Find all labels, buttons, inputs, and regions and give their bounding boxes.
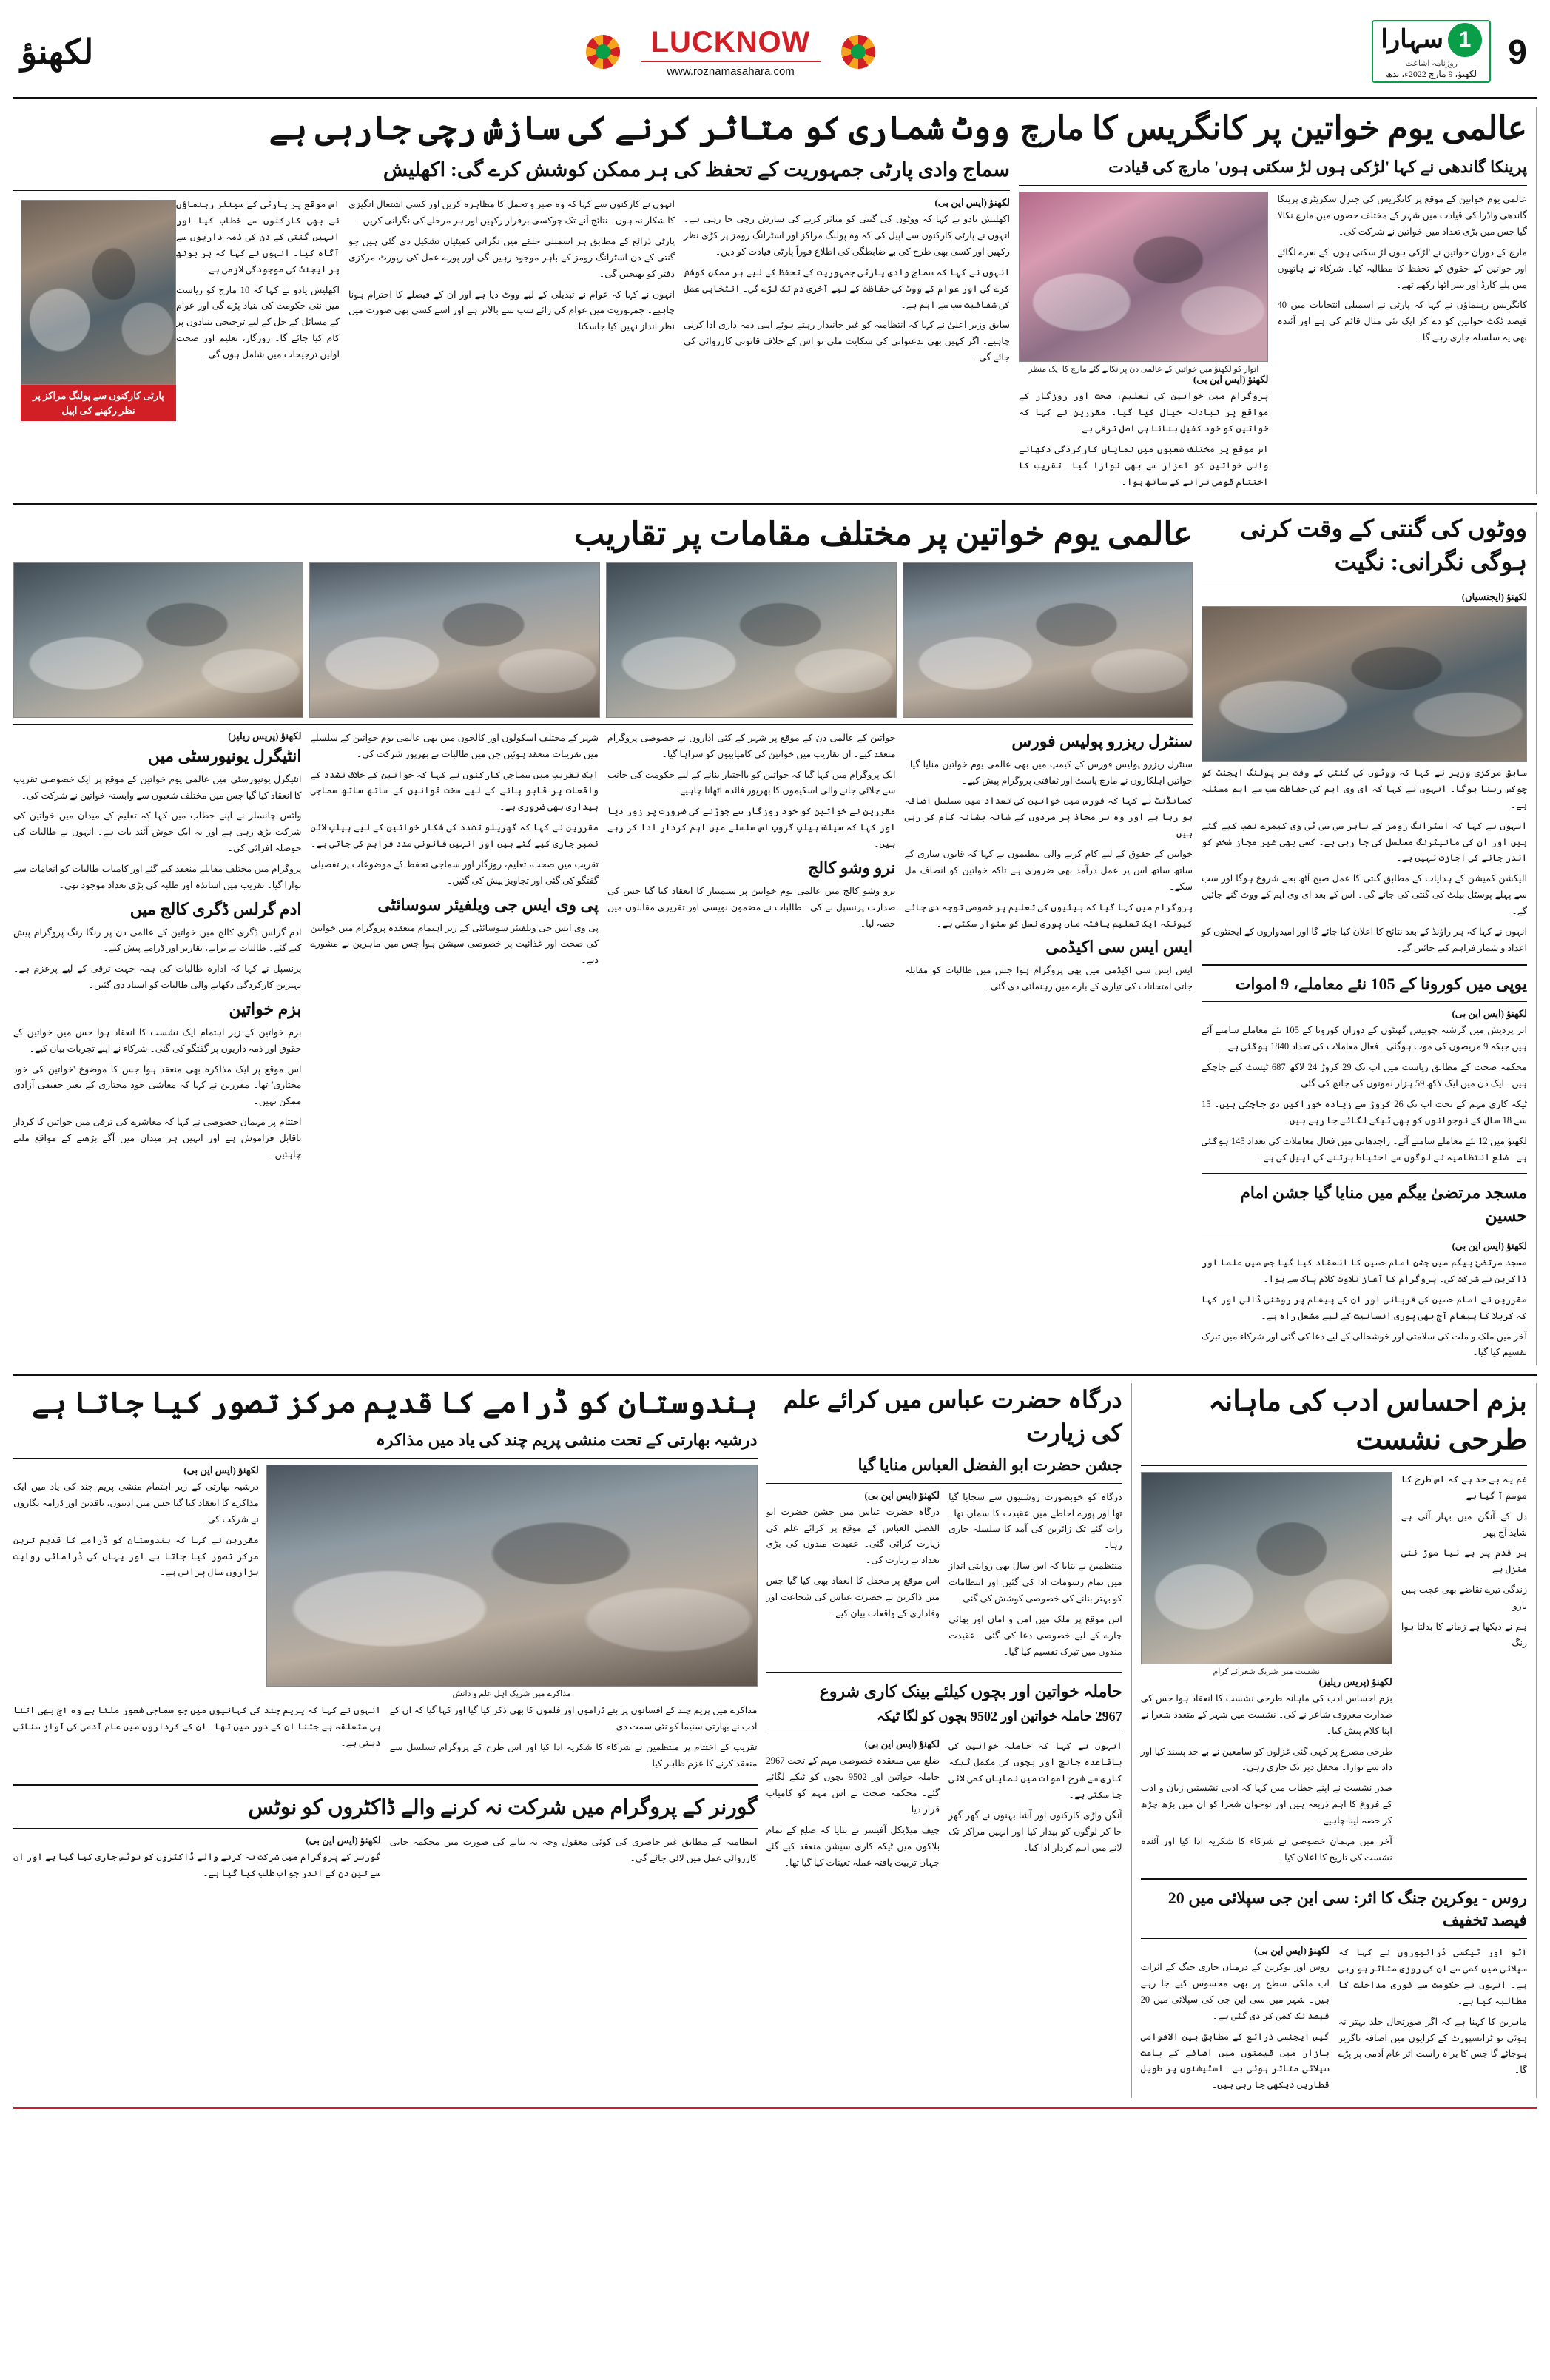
lead-headline: ووٹ شماری کو متاثر کرنے کی سازش رچی جارہی ہے: [269, 110, 1010, 147]
womens-day-photo: [903, 562, 1193, 718]
russia-col-b: [1141, 1945, 1330, 2098]
bazm-photo-caption: نشست میں شریک شعرائے کرام: [1213, 1667, 1321, 1676]
lead-para: سابق وزیر اعلیٰ نے کہا کہ انتظامیہ کو غیر جانبدار رہتے ہوئے اپنی ذمہ داری ادا کرنی چاہیے۔ اگر کہیں بھی بدعنوانی کی شکایت ملی تو اس کے خلاف قانونی کارروائی کی جائے گی۔: [683, 320, 1010, 363]
march-text-col-b: [1019, 192, 1269, 494]
womens-day-para: خواتین کے عالمی دن کے موقع پر شہر کے کئی اداروں نے خصوصی پروگرام منعقد کیے۔ ان تقاریب میں خواتین کی کامیابیوں کو سراہا گیا۔: [607, 732, 896, 759]
bazm-headline: بزم احساس ادب کی ماہانہ طرحی نشست: [1208, 1386, 1527, 1456]
covid-para: محکمہ صحت کے مطابق ریاست میں اب تک 29 کروڑ 24 لاکھ 687 ٹیسٹ کیے جاچکے ہیں۔ ایک دن میں ایک لاکھ 59 ہزار نمونوں کی جانچ کی گئی۔: [1202, 1062, 1528, 1089]
pregnant-para: آنگن واڑی کارکنوں اور آشا بہنوں نے گھر گھر جا کر لوگوں کو بیدار کیا اور انہیں مراکز تک لانے میں اہم کردار ادا کیا۔: [948, 1809, 1122, 1853]
lead-para: انہوں نے کہا کہ عوام نے تبدیلی کے لیے ووٹ دیا ہے اور ان کے فیصلے کا احترام ہونا چاہیے۔ جمہوریت میں عوام کی رائے سب سے بالاتر ہے اور اسے کسی بھی صورت میں نظر انداز نہیں کیا جاسکتا۔: [348, 289, 675, 332]
edition-date: لکھنؤ، 9 مارچ 2022ء، بدھ: [1386, 69, 1477, 79]
vote-count-para: انہوں نے کہا کہ اسٹرانگ رومز کے باہر سی سی ٹی وی کیمرے نصب کیے گئے ہیں اور ان کی مانیٹرنگ مسلسل کی جا رہی ہے۔ کسی بھی غیر مجاز شخص کو اندر جانے کی اجازت نہیں ہے۔: [1202, 820, 1527, 864]
premchand-text-block: [13, 1465, 259, 1698]
premchand-col-a: [390, 1703, 758, 1777]
dargah-para: منتظمین نے بتایا کہ اس سال بھی روایتی انداز میں تمام رسومات ادا کی گئیں اور انتظامات کو بہتر بنانے کی خصوصی کوشش کی گئی۔: [948, 1561, 1122, 1604]
pregnant-para: انہوں نے کہا کہ حاملہ خواتین کی باقاعدہ جانچ اور بچوں کی مکمل ٹیکہ کاری سے شرح اموات میں نمایاں کمی لائی جا سکتی ہے۔: [948, 1741, 1122, 1801]
crpf-subhead: سنٹرل ریزرو پولیس فورس: [1011, 731, 1193, 750]
womens-day-para: ایس ایس سی اکیڈمی میں بھی پروگرام ہوا جس میں طالبات کو مقابلہ جاتی امتحانات کی تیاری کے بارے میں رہنمائی دی گئی۔: [904, 965, 1193, 992]
march-subhead: پرینکا گاندھی نے کہا 'لڑکی ہوں لڑ سکتی ہوں' مارچ کی قیادت: [1108, 158, 1527, 177]
premchand-col-b: [13, 1703, 381, 1777]
russia-col-a: [1338, 1945, 1527, 2098]
lead-subhead: سماج وادی پارٹی جمہوریت کے تحفظ کی ہر ممکن کوشش کرے گی: اکھلیش: [383, 158, 1010, 181]
womens-day-photo: [13, 562, 304, 718]
premchand-para: مقررین نے کہا کہ ہندوستان کو ڈرامے کا قدیم ترین مرکز تصور کیا جاتا ہے اور یہاں کی ڈرامائی روایت ہزاروں سال پرانی ہے۔: [13, 1534, 259, 1578]
march-text-col-a: [1277, 192, 1527, 494]
doctors-dateline: لکھنؤ (ایس این بی): [306, 1834, 381, 1846]
dargah-para: اس موقع پر ملک میں امن و امان اور بھائی چارے کے لیے خصوصی دعا کی گئی۔ عقیدت مندوں میں تبرک تقسیم کیا گیا۔: [948, 1613, 1122, 1657]
bazm-verse: زندگی تیرے تقاضے بھی عجب ہیں یارو: [1401, 1584, 1527, 1612]
womens-day-para: سنٹرل ریزرو پولیس فورس کے کیمپ میں بھی عالمی یوم خواتین منایا گیا۔ خواتین اہلکاروں نے مارچ پاسٹ اور ثقافتی پروگرام پیش کیے۔: [904, 759, 1193, 786]
story-premchand: [13, 1383, 758, 2098]
lead-para: اکھلیش یادو نے کہا کہ 10 مارچ کو ریاست میں نئی حکومت کی بنیاد پڑے گی اور عوام کے مسائل کے حل کے لیے ترجیحی بنیادوں پر کام کیا جائے گا۔ روزگار، تعلیم اور صحت اولین ترجیحات میں شامل ہوں گی۔: [176, 284, 340, 360]
bottom-red-rule: [13, 2107, 1537, 2109]
lead-para: اس موقع پر پارٹی کے سینئر رہنماؤں نے بھی کارکنوں سے خطاب کیا اور انہیں گنتی کے دن کی ذمہ داریوں سے آگاہ کیا۔ انہوں نے کہا کہ ہر بوتھ پر ایجنٹ کی موجودگی لازمی ہے۔: [176, 199, 340, 275]
premchand-para: درشیہ بھارتی کے زیر اہتمام منشی پریم چند کی یاد میں ایک مذاکرے کا انعقاد کیا گیا جس میں ادیبوں، ناقدین اور ڈرامہ نگاروں نے شرکت کی۔: [13, 1482, 259, 1525]
logo-subtitle: روزنامہ اشاعت: [1405, 59, 1458, 68]
russia-headline: روس - یوکرین جنگ کا اثر: سی این جی سپلائی میں 20 فیصد تخفیف: [1167, 1888, 1527, 1930]
womens-day-col-1: [13, 730, 302, 1168]
bazm-col-b: [1141, 1472, 1392, 1871]
womens-day-col-4: [905, 730, 1193, 1168]
lead-col-3: [13, 197, 340, 426]
story-dargah: [766, 1383, 1132, 2098]
womens-day-para: بزم خواتین کے زیر اہتمام ایک نشست کا انعقاد ہوا جس میں خواتین کے حقوق اور ذمہ داریوں پر گفتگو کی گئی۔ شرکاء نے اپنے تجربات بیان کیے۔: [13, 1026, 302, 1054]
bazm-para: بزم احساس ادب کی ماہانہ طرحی نشست کا انعقاد ہوا جس کی صدارت معروف شاعر نے کی۔ نشست میں شہر کے متعدد شعرا نے اپنا کلام پیش کیا۔: [1140, 1692, 1392, 1736]
bazm-verse: غم یہ بے حد ہے کہ اس طرح کا موسم آ گیا ہے: [1401, 1473, 1527, 1501]
march-para: اس موقع پر مختلف شعبوں میں نمایاں کارکردگی دکھانے والی خواتین کو اعزاز سے بھی نوازا گیا۔ تقریب کا اختتام قومی ترانے کے ساتھ ہوا۔: [1018, 443, 1269, 487]
womens-day-para: ادم گرلس ڈگری کالج میں خواتین کے عالمی دن پر رنگا رنگ پروگرام پیش کیے گئے۔ طالبات نے ترانے، تقاریر اور ڈرامے پیش کیے۔: [13, 927, 302, 954]
nirvu-subhead: نرو وشو کالج: [808, 858, 896, 877]
dargah-subhead: جشن حضرت ابو الفضل العباس منایا گیا: [857, 1455, 1122, 1474]
womens-day-photo: [606, 562, 897, 718]
masjid-para: مقررین نے امام حسین کی قربانی اور ان کے پیغام پر روشنی ڈالی اور کہا کہ کربلا کا پیغام آج بھی پوری انسانیت کے لیے مشعل راہ ہے۔: [1202, 1294, 1527, 1321]
womens-day-photo: [309, 562, 600, 718]
womens-day-para: شہر کے مختلف اسکولوں اور کالجوں میں بھی عالمی یوم خواتین کے سلسلے میں تقریبات منعقد ہوئیں جن میں طالبات نے بھرپور شرکت کی۔: [310, 732, 599, 759]
adam-college-subhead: ادم گرلس ڈگری کالج میں: [129, 899, 302, 918]
dargah-col-b: [766, 1490, 940, 1665]
womens-day-para: وائس چانسلر نے اپنے خطاب میں کہا کہ تعلیم کے میدان میں خواتین کی شرکت بڑھ رہی ہے اور یہ ایک خوش آئند بات ہے۔ انہوں نے طالبات کی حوصلہ افزائی کی۔: [13, 810, 302, 854]
premchand-photo: [266, 1465, 758, 1687]
doctors-para: انتظامیہ کے مطابق غیر حاضری کی کوئی معقول وجہ نہ بتانے کی صورت میں محکمہ جاتی کارروائی عمل میں لائی جائے گی۔: [389, 1836, 758, 1863]
womens-day-para: کمانڈنٹ نے کہا کہ فورس میں خواتین کی تعداد میں مسلسل اضافہ ہو رہا ہے اور وہ ہر محاذ پر مردوں کے شانہ بشانہ کام کر رہی ہیں۔: [904, 796, 1193, 839]
vote-count-para: سابق مرکزی وزیر نے کہا کہ ووٹوں کی گنتی کے وقت ہر پولنگ ایجنٹ کو چوکس رہنا ہوگا۔ انہوں نے کہا کہ ای وی ایم کی حفاظت سب سے اہم مسئلہ ہے۔: [1202, 767, 1527, 810]
logo-mark-icon: 1: [1448, 23, 1482, 57]
march-photo-caption: اتوار کو لکھنؤ میں خواتین کے عالمی دن پر نکالے گئے مارچ کا ایک منظر: [1028, 365, 1259, 374]
lead-dateline: لکھنؤ (ایس این بی): [934, 197, 1010, 209]
premchand-subhead: درشیہ بھارتی کے تحت منشی پریم چند کی یاد میں مذاکرہ: [376, 1431, 758, 1450]
akhilesh-portrait-block: [21, 200, 176, 421]
covid-headline: یوپی میں کورونا کے 105 نئے معاملے، 9 اموات: [1235, 974, 1527, 993]
dargah-para: درگاہ حضرت عباس میں جشن حضرت ابو الفضل العباس کے موقع پر کرائے علم کی زیارت کرائی گئی۔ عقیدت مندوں کی بڑی تعداد نے زیارت کی۔: [766, 1506, 940, 1566]
masthead-center: [235, 26, 1226, 78]
story-bazm-adab: [1141, 1383, 1537, 2098]
covid-para: ٹیکہ کاری مہم کے تحت اب تک 26 کروڑ سے زیادہ خوراکیں دی جاچکی ہیں۔ 15 سے 18 سال کے نوجوانوں کو بھی ٹیکے لگائے جا رہے ہیں۔: [1202, 1098, 1527, 1126]
story-womens-day: [13, 512, 1193, 1365]
bazm-verse: دل کے آنگن میں بہار آئی ہے شاید آج پھر: [1401, 1510, 1527, 1538]
city-banner: [641, 26, 821, 78]
premchand-photo-block: [266, 1465, 758, 1698]
publication-logo: [1372, 20, 1491, 83]
womens-day-para: پروگرام میں مختلف مقابلے منعقد کیے گئے اور کامیاب طالبات کو انعامات سے نوازا گیا۔ تقریب میں اساتذہ اور طلبہ کی بڑی تعداد موجود تھی۔: [13, 864, 302, 890]
russia-para: آٹو اور ٹیکسی ڈرائیوروں نے کہا کہ سپلائی میں کمی سے ان کی روزی متاثر ہو رہی ہے۔ انہوں نے حکومت سے فوری مداخلت کا مطالبہ کیا ہے۔: [1338, 1947, 1527, 2006]
band-bottom: [13, 1376, 1537, 2118]
portrait-caption: پارٹی کارکنوں سے پولنگ مراکز پر نظر رکھنے کی اپیل: [21, 385, 176, 421]
womens-day-para: ایک تقریب میں سماجی کارکنوں نے کہا کہ خواتین کے خلاف تشدد کے واقعات پر قابو پانے کے لیے سخت قوانین کے ساتھ ساتھ سماجی بیداری بھی ضروری ہے۔: [310, 769, 599, 813]
womens-day-para: انٹیگرل یونیورسٹی میں عالمی یوم خواتین کے موقع پر ایک خصوصی تقریب کا انعقاد کیا گیا جس میں مختلف شعبوں سے وابستہ خواتین نے شرکت کی۔: [13, 773, 302, 801]
masjid-para: آخر میں ملک و ملت کی سلامتی اور خوشحالی کے لیے دعا کی گئی اور شرکاء میں تبرک تقسیم کیا گیا۔: [1202, 1331, 1527, 1358]
page-number: 9: [1508, 32, 1527, 71]
rosette-icon: [586, 35, 620, 69]
lead-col-2: [348, 197, 675, 426]
rosette-icon: [841, 35, 875, 69]
pvsg-subhead: پی وی ایس جی ویلفیئر سوسائٹی: [377, 895, 599, 914]
akhilesh-portrait: [21, 200, 176, 385]
premchand-headline: ہندوستان کو ڈرامے کا قدیم مرکز تصور کیا جاتا ہے: [31, 1386, 758, 1420]
march-para: مارچ کے دوران خواتین نے 'لڑکی ہوں لڑ سکتی ہوں' کے نعرے لگائے اور خواتین کے حقوق کے تحفظ کا مطالبہ کیا۔ شرکاء نے ہاتھوں میں پلے کارڈ اور بینر اٹھا رکھے تھے۔: [1277, 246, 1527, 290]
lead-para: اکھلیش یادو نے کہا کہ ووٹوں کی گنتی کو متاثر کرنے کی سازش رچی جا رہی ہے۔ انہوں نے پارٹی کارکنوں سے اپیل کی کہ وہ پولنگ مراکز اور اسٹرانگ رومز پر کڑی نظر رکھیں اور کسی بھی طرح کی بے ضابطگی کی اطلاع فوراً پارٹی قیادت کو دیں۔: [683, 214, 1010, 257]
march-para: پروگرام میں خواتین کی تعلیم، صحت اور روزگار کے مواقع پر تبادلہ خیال کیا گیا۔ مقررین نے کہا کہ خواتین کو خود کفیل بنانا ہی اصل ترقی ہے۔: [1018, 391, 1269, 434]
bazm-khawateen-subhead: بزم خواتین: [229, 1000, 302, 1019]
city-name-en: LUCKNOW: [641, 26, 821, 62]
bazm-verse: ہر قدم پر ہے نیا موڑ نئی منزل ہے: [1401, 1547, 1527, 1575]
premchand-photo-caption: مذاکرے میں شریک اہل علم و دانش: [452, 1690, 571, 1699]
story-womens-march: [1019, 107, 1537, 494]
vote-count-dateline: لکھنؤ (ایجنسیاں): [1461, 591, 1527, 603]
ssc-subhead: ایس ایس سی اکیڈمی: [1045, 938, 1193, 957]
march-para: کانگریس رہنماؤں نے کہا کہ پارٹی نے اسمبلی انتخابات میں 40 فیصد ٹکٹ خواتین کو دے کر ایک نئی مثال قائم کی ہے اور آئندہ بھی یہ سلسلہ جاری رہے گا۔: [1277, 300, 1527, 343]
russia-dateline: لکھنؤ (ایس این بی): [1254, 1945, 1330, 1957]
masthead-left: [1226, 20, 1537, 83]
bazm-para: صدر نشست نے اپنے خطاب میں کہا کہ ادبی نشستیں زبان و ادب کے فروغ کا اہم ذریعہ ہیں اور نوجوان شعرا کو ان میں بڑھ چڑھ کر حصہ لینا چاہیے۔: [1140, 1783, 1392, 1826]
premchand-para: مذاکرے میں پریم چند کے افسانوں پر بنے ڈراموں اور فلموں کا بھی ذکر کیا گیا اور کہا گیا کہ ان کے ادب نے بھارتی سنیما کو نئی سمت دی۔: [389, 1705, 758, 1732]
dargah-para: درگاہ کو خوبصورت روشنیوں سے سجایا گیا تھا اور پورے احاطے میں عقیدت کا سماں تھا۔ رات گئے تک زائرین کی آمد کا سلسلہ جاری رہا۔: [948, 1491, 1122, 1551]
womens-day-para: نرو وشو کالج میں عالمی یوم خواتین پر سیمینار کا انعقاد کیا گیا جس کی صدارت پرنسپل نے کی۔ طالبات نے مضمون نویسی اور تقریری مقابلوں میں حصہ لیا۔: [607, 885, 896, 929]
womens-day-para: اس موقع پر ایک مذاکرہ بھی منعقد ہوا جس کا موضوع 'خواتین کی خود مختاری' تھا۔ مقررین نے کہا کہ معاشی خود مختاری کے بغیر حقیقی آزادی ممکن نہیں۔: [13, 1063, 302, 1107]
covid-para: اتر پردیش میں گزشتہ چوبیس گھنٹوں کے دوران کورونا کے 105 نئے معاملے سامنے آئے ہیں جبکہ 9 مریضوں کی موت ہوگئی۔ فعال معاملات کی تعداد 1840 ہوگئی ہے۔: [1202, 1025, 1527, 1052]
vote-count-headline: ووٹوں کی گنتی کے وقت کرنی ہوگی نگرانی: نگیت: [1240, 515, 1527, 576]
masjid-dateline: لکھنؤ (ایس این بی): [1452, 1240, 1527, 1252]
dargah-headline: درگاہ حضرت عباس میں کرائے علم کی زیارت: [783, 1386, 1122, 1447]
integral-subhead: انٹیگرل یونیورسٹی میں: [147, 746, 302, 765]
bazm-verse: ہم نے دیکھا ہے زمانے کا بدلتا ہوا رنگ: [1401, 1621, 1527, 1648]
pregnant-subheadline: 2967 حاملہ خواتین اور 9502 بچوں کو لگا ٹیکہ: [877, 1709, 1122, 1724]
russia-para: ماہرین کا کہنا ہے کہ اگر صورتحال جلد بہتر نہ ہوئی تو ٹرانسپورٹ کے کرایوں میں اضافہ ناگزیر ہوجائے گا جس کا براہ راست اثر عام آدمی پر پڑے گا۔: [1338, 2016, 1527, 2076]
pregnant-col-a: [948, 1738, 1122, 1875]
march-para: عالمی یوم خواتین کے موقع پر کانگریس کی جنرل سکریٹری پرینکا گاندھی واڈرا کی قیادت میں شہر کے مختلف حصوں میں مارچ نکالا گیا جس میں بڑی تعداد میں خواتین نے شرکت کی۔: [1277, 194, 1527, 237]
lead-para: انہوں نے کہا کہ سماج وادی پارٹی جمہوریت کے تحفظ کے لیے ہر ممکن کوشش کرے گی اور عوام کے ووٹ کی حفاظت کے لیے آخری دم تک لڑے گی۔ انتخابی عمل کی شفافیت سب سے اہم ہے۔: [683, 266, 1010, 310]
womens-day-para: پرنسپل نے کہا کہ ادارہ طالبات کی ہمہ جہت ترقی کے لیے پرعزم ہے۔ بہترین کارکردگی دکھانے والی طالبات کو اسناد دی گئیں۔: [13, 964, 302, 991]
womens-day-photo-strip: [13, 562, 1193, 718]
covid-dateline: لکھنؤ (ایس این بی): [1452, 1008, 1527, 1020]
pregnant-para: چیف میڈیکل آفیسر نے بتایا کہ ضلع کے تمام بلاکوں میں ٹیکہ کاری سیشن منعقد کیے گئے جہاں تربیت یافتہ عملہ تعینات کیا گیا تھا۔: [766, 1824, 940, 1868]
doctors-col-b: [13, 1835, 381, 1886]
lead-para: پارٹی ذرائع کے مطابق ہر اسمبلی حلقے میں نگرانی کمیٹیاں تشکیل دی گئی ہیں جو گنتی کے دن اسٹرانگ رومز کے باہر موجود رہیں گی اور پورے عمل کی رپورٹ مرکزی دفتر کو بھیجیں گی۔: [348, 235, 675, 279]
doctors-col-a: [390, 1835, 758, 1886]
dargah-dateline: لکھنؤ (ایس این بی): [864, 1489, 940, 1501]
masjid-para: مسجد مرتضیٰ بیگم میں جشن امام حسین کا انعقاد کیا گیا جس میں علما اور ذاکرین نے شرکت کی۔ پروگرام کا آغاز تلاوت کلام پاک سے ہوا۔: [1202, 1257, 1527, 1284]
pregnant-headline: حاملہ خواتین اور بچوں کیلئے بینک کاری شروع: [819, 1682, 1122, 1701]
bazm-para: آخر میں مہمان خصوصی نے شرکاء کا شکریہ ادا کیا اور آئندہ نشست کی تاریخ کا اعلان کیا۔: [1140, 1835, 1392, 1863]
march-photo: [1019, 192, 1269, 362]
womens-day-para: پروگرام میں کہا گیا کہ بیٹیوں کی تعلیم پر خصوصی توجہ دی جائے کیونکہ ایک تعلیم یافتہ ماں پوری نسل کو سنوار سکتی ہے۔: [904, 901, 1193, 929]
band-top: [13, 99, 1537, 505]
masthead: [13, 10, 1537, 99]
lead-para: انہوں نے کارکنوں سے کہا کہ وہ صبر و تحمل کا مظاہرہ کریں اور کسی اشتعال انگیزی کا شکار نہ ہوں۔ نتائج آنے تک چوکسی برقرار رکھیں اور ہر مرحلے کی نگرانی کریں۔: [348, 199, 675, 226]
bazm-dateline: لکھنؤ (پریس ریلیز): [1318, 1675, 1392, 1687]
left-stack: [1202, 512, 1537, 1365]
womens-day-para: پی وی ایس جی ویلفیئر سوسائٹی کے زیر اہتمام منعقدہ پروگرام میں خواتین کی صحت اور غذائیت پر خصوصی سیشن ہوا جس میں ماہرین نے مشورے دیے۔: [310, 922, 599, 966]
covid-para: لکھنؤ میں 12 نئے معاملے سامنے آئے۔ راجدھانی میں فعال معاملات کی تعداد 145 ہوگئی ہے۔ ضلع انتظامیہ نے لوگوں سے احتیاط برتنے کی اپیل کی ہے۔: [1202, 1135, 1527, 1163]
city-name-ur: لکھنؤ: [21, 33, 94, 71]
womens-day-para: اختتام پر مہمان خصوصی نے کہا کہ معاشرے کی ترقی میں خواتین کا کردار ناقابل فراموش ہے اور انہیں ہر میدان میں آگے بڑھنے کے مواقع ملنے چاہئیں۔: [13, 1117, 302, 1160]
vote-count-para: الیکشن کمیشن کے ہدایات کے مطابق گنتی کا عمل صبح آٹھ بجے شروع ہوگا اور سب سے پہلے پوسٹل بیلٹ کی گنتی کی جائے گی۔ اس کے بعد ای وی ایم کے ووٹ گنے جائیں گے۔: [1202, 873, 1527, 917]
vote-count-para: انہوں نے کہا کہ ہر راؤنڈ کے بعد نتائج کا اعلان کیا جائے گا اور امیدواروں کے ایجنٹوں کو اعداد و شمار فراہم کیے جائیں گے۔: [1202, 926, 1527, 953]
doctors-para: گورنر کے پروگرام میں شرکت نہ کرنے والے ڈاکٹروں کو نوٹس جاری کیا گیا ہے اور ان سے تین دن کے اندر جواب طلب کیا گیا ہے۔: [13, 1851, 381, 1878]
womens-day-para: ایک پروگرام میں کہا گیا کہ خواتین کو بااختیار بنانے کے لیے حکومت کی جانب سے چلائی جانے والی اسکیموں کا بھرپور فائدہ اٹھانا چاہیے۔: [607, 769, 896, 796]
womens-day-col-2: [310, 730, 599, 1168]
premchand-para: انہوں نے کہا کہ پریم چند کی کہانیوں میں جو سماجی شعور ملتا ہے وہ آج بھی اتنا ہی متعلقہ ہے جتنا ان کے دور میں تھا۔ ان کے کرداروں میں عام آدمی کی آواز سنائی دیتی ہے۔: [13, 1705, 381, 1748]
vote-count-photo: [1202, 606, 1527, 762]
website-url[interactable]: www.roznamasahara.com: [667, 64, 795, 78]
story-lead: [13, 107, 1010, 494]
premchand-dateline: لکھنؤ (ایس این بی): [183, 1465, 259, 1476]
womens-day-para: تقریب میں صحت، تعلیم، روزگار اور سماجی تحفظ کے موضوعات پر تفصیلی گفتگو کی گئی اور تجاویز پیش کی گئیں۔: [310, 858, 599, 886]
russia-para: گیس ایجنسی ذرائع کے مطابق بین الاقوامی بازار میں قیمتوں میں اضافے کے باعث سپلائی متاثر ہوئی ہے۔ اسٹیشنوں پر طویل قطاریں دیکھی جا رہی ہیں۔: [1140, 2031, 1330, 2091]
womens-day-headline: عالمی یوم خواتین پر مختلف مقامات پر تقاریب: [573, 516, 1193, 553]
womens-day-col-3: [607, 730, 896, 1168]
bazm-para: طرحی مصرع پر کہی گئی غزلوں کو سامعین نے بے حد پسند کیا اور داد سے نوازا۔ محفل دیر تک جاری رہی۔: [1140, 1746, 1392, 1773]
pregnant-col-b: [766, 1738, 940, 1875]
premchand-para: تقریب کے اختتام پر منتظمین نے شرکاء کا شکریہ ادا کیا اور اس طرح کے پروگرام تسلسل سے منعقد کرنے کا عزم ظاہر کیا۔: [389, 1741, 758, 1769]
lead-col-1: [684, 197, 1010, 426]
russia-para: روس اور یوکرین کے درمیان جاری جنگ کے اثرات اب ملکی سطح پر بھی محسوس کیے جا رہے ہیں۔ شہر میں سی این جی کی سپلائی میں 20 فیصد تک کمی کر دی گئی ہے۔: [1140, 1962, 1330, 2021]
band-womens-day: [13, 505, 1537, 1376]
bazm-col-a: [1401, 1472, 1527, 1871]
masjid-headline: مسجد مرتضیٰ بیگم میں منایا گیا جشن امام حسین: [1240, 1183, 1527, 1226]
womens-day-para: مقررین نے کہا کہ گھریلو تشدد کی شکار خواتین کے لیے ہیلپ لائن نمبر جاری کیے گئے ہیں اور انہیں قانونی مدد فراہم کی جاتی ہے۔: [310, 822, 599, 850]
pregnant-dateline: لکھنؤ (ایس این بی): [864, 1738, 940, 1750]
womens-day-para: خواتین کے حقوق کے لیے کام کرنے والی تنظیموں نے کہا کہ قانون سازی کے ساتھ ساتھ اس پر عمل درآمد بھی ضروری ہے تاکہ خواتین کو انصاف مل سکے۔: [904, 849, 1193, 892]
pregnant-para: ضلع میں منعقدہ خصوصی مہم کے تحت 2967 حاملہ خواتین اور 9502 بچوں کو ٹیکے لگائے گئے۔ محکمہ صحت نے اس مہم کو کامیاب قرار دیا۔: [766, 1755, 940, 1815]
womens-day-para: مقررین نے خواتین کو خود روزگار سے جوڑنے کی ضرورت پر زور دیا اور کہا کہ سیلف ہیلپ گروپ اس سلسلے میں اہم کردار ادا کر رہے ہیں۔: [607, 806, 896, 850]
march-dateline: لکھنؤ (ایس این بی): [1193, 374, 1269, 386]
dargah-para: اس موقع پر محفل کا انعقاد بھی کیا گیا جس میں ذاکرین نے حضرت عباس کی شجاعت اور وفاداری کے واقعات بیان کیے۔: [766, 1576, 940, 1618]
womens-day-dateline: لکھنؤ (پریس ریلیز): [228, 730, 302, 742]
march-headline: عالمی یوم خواتین پر کانگریس کا مارچ: [1020, 110, 1527, 147]
bazm-photo: [1141, 1472, 1392, 1664]
doctors-headline: گورنر کے پروگرام میں شرکت نہ کرنے والے ڈاکٹروں کو نوٹس: [248, 1795, 758, 1819]
logo-title: سہارا: [1381, 26, 1443, 53]
dargah-col-a: [948, 1490, 1122, 1665]
